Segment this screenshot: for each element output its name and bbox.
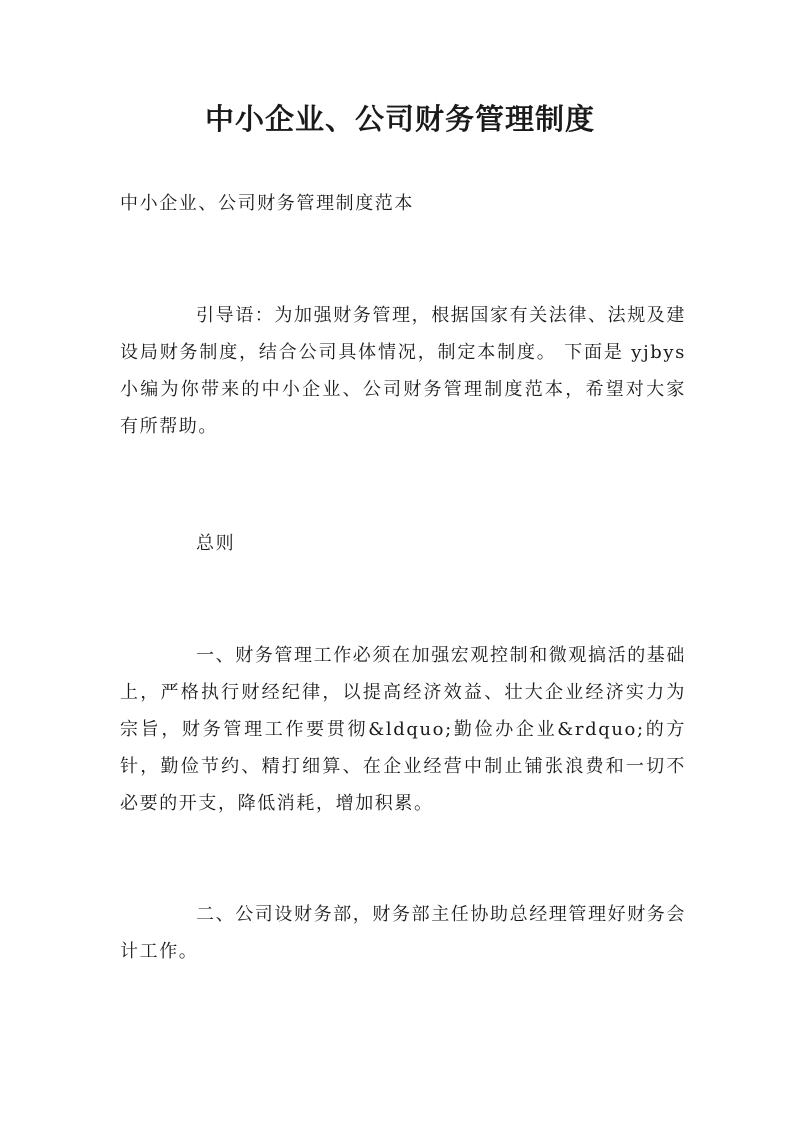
document-subtitle: 中小企业、公司财务管理制度范本	[120, 193, 414, 214]
intro-paragraph: 引导语：为加强财务管理，根据国家有关法律、法规及建设局财务制度，结合公司具体情况，制定本制度。 下面是 yjbys 小编为你带来的中小企业、公司财务管理制度范本，希望对大家有所帮助。	[120, 305, 686, 437]
clause-paragraph-2: 二、公司设财务部，财务部主任协助总经理管理好财务会计工作。	[120, 904, 686, 962]
section-heading-general: 总则	[196, 533, 236, 554]
clause-paragraph-1: 一、财务管理工作必须在加强宏观控制和微观搞活的基础上，严格执行财经纪律，以提高经济效益、壮大企业经济实力为宗旨，财务管理工作要贯彻&ldquo;勤俭办企业&rdquo;的方针，勤俭节约、精打细算、在企业经营中制止铺张浪费和一切不必要的开支，降低消耗，增加积累。	[120, 645, 686, 814]
document-title: 中小企业、公司财务管理制度	[204, 102, 595, 136]
